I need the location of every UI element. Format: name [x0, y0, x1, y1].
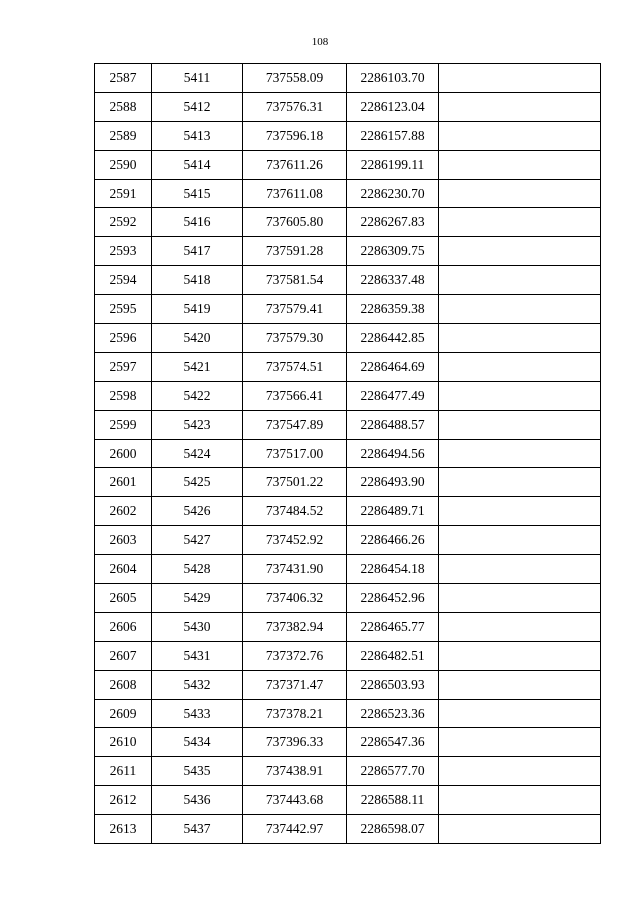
point-number-cell: 2603 — [95, 526, 152, 555]
table-row — [95, 64, 601, 93]
note-cell — [439, 64, 601, 93]
table-row — [95, 641, 601, 670]
y-coordinate-cell: 2286157.88 — [347, 121, 439, 150]
y-coordinate-cell: 2286489.71 — [347, 497, 439, 526]
note-cell — [439, 410, 601, 439]
point-number-cell: 2592 — [95, 208, 152, 237]
table-row — [95, 468, 601, 497]
table-row — [95, 786, 601, 815]
code-cell: 5419 — [152, 295, 243, 324]
x-coordinate-cell: 737558.09 — [243, 64, 347, 93]
code-cell: 5427 — [152, 526, 243, 555]
x-coordinate-cell: 737576.31 — [243, 92, 347, 121]
point-number-cell: 2594 — [95, 266, 152, 295]
table-row — [95, 699, 601, 728]
y-coordinate-cell: 2286494.56 — [347, 439, 439, 468]
y-coordinate-cell: 2286488.57 — [347, 410, 439, 439]
note-cell — [439, 439, 601, 468]
x-coordinate-cell: 737371.47 — [243, 670, 347, 699]
note-cell — [439, 497, 601, 526]
table-body — [95, 64, 601, 844]
x-coordinate-cell: 737452.92 — [243, 526, 347, 555]
y-coordinate-cell: 2286477.49 — [347, 381, 439, 410]
x-coordinate-cell: 737378.21 — [243, 699, 347, 728]
table-row — [95, 324, 601, 353]
y-coordinate-cell: 2286442.85 — [347, 324, 439, 353]
table-row — [95, 612, 601, 641]
code-cell: 5436 — [152, 786, 243, 815]
code-cell: 5412 — [152, 92, 243, 121]
point-number-cell: 2609 — [95, 699, 152, 728]
y-coordinate-cell: 2286523.36 — [347, 699, 439, 728]
note-cell — [439, 150, 601, 179]
note-cell — [439, 555, 601, 584]
x-coordinate-cell: 737579.41 — [243, 295, 347, 324]
code-cell: 5421 — [152, 352, 243, 381]
table-row — [95, 179, 601, 208]
code-cell: 5433 — [152, 699, 243, 728]
note-cell — [439, 295, 601, 324]
point-number-cell: 2607 — [95, 641, 152, 670]
code-cell: 5432 — [152, 670, 243, 699]
y-coordinate-cell: 2286465.77 — [347, 612, 439, 641]
table-row — [95, 295, 601, 324]
x-coordinate-cell: 737501.22 — [243, 468, 347, 497]
x-coordinate-cell: 737406.32 — [243, 584, 347, 613]
x-coordinate-cell: 737605.80 — [243, 208, 347, 237]
note-cell — [439, 324, 601, 353]
table-row — [95, 526, 601, 555]
y-coordinate-cell: 2286452.96 — [347, 584, 439, 613]
point-number-cell: 2602 — [95, 497, 152, 526]
x-coordinate-cell: 737372.76 — [243, 641, 347, 670]
point-number-cell: 2613 — [95, 815, 152, 844]
table-row — [95, 208, 601, 237]
table-row — [95, 150, 601, 179]
note-cell — [439, 641, 601, 670]
point-number-cell: 2593 — [95, 237, 152, 266]
code-cell: 5428 — [152, 555, 243, 584]
note-cell — [439, 266, 601, 295]
table-row — [95, 815, 601, 844]
x-coordinate-cell: 737484.52 — [243, 497, 347, 526]
point-number-cell: 2612 — [95, 786, 152, 815]
note-cell — [439, 468, 601, 497]
code-cell: 5417 — [152, 237, 243, 266]
x-coordinate-cell: 737591.28 — [243, 237, 347, 266]
y-coordinate-cell: 2286454.18 — [347, 555, 439, 584]
x-coordinate-cell: 737574.51 — [243, 352, 347, 381]
y-coordinate-cell: 2286309.75 — [347, 237, 439, 266]
x-coordinate-cell: 737442.97 — [243, 815, 347, 844]
code-cell: 5426 — [152, 497, 243, 526]
y-coordinate-cell: 2286337.48 — [347, 266, 439, 295]
y-coordinate-cell: 2286230.70 — [347, 179, 439, 208]
y-coordinate-cell: 2286199.11 — [347, 150, 439, 179]
y-coordinate-cell: 2286466.26 — [347, 526, 439, 555]
point-number-cell: 2588 — [95, 92, 152, 121]
table-row — [95, 728, 601, 757]
x-coordinate-cell: 737611.08 — [243, 179, 347, 208]
code-cell: 5415 — [152, 179, 243, 208]
point-number-cell: 2591 — [95, 179, 152, 208]
note-cell — [439, 786, 601, 815]
point-number-cell: 2608 — [95, 670, 152, 699]
table-row — [95, 757, 601, 786]
note-cell — [439, 92, 601, 121]
table-row — [95, 352, 601, 381]
point-number-cell: 2589 — [95, 121, 152, 150]
point-number-cell: 2606 — [95, 612, 152, 641]
table-row — [95, 439, 601, 468]
code-cell: 5411 — [152, 64, 243, 93]
point-number-cell: 2600 — [95, 439, 152, 468]
table-row — [95, 237, 601, 266]
code-cell: 5429 — [152, 584, 243, 613]
note-cell — [439, 352, 601, 381]
point-number-cell: 2590 — [95, 150, 152, 179]
x-coordinate-cell: 737382.94 — [243, 612, 347, 641]
note-cell — [439, 381, 601, 410]
y-coordinate-cell: 2286588.11 — [347, 786, 439, 815]
code-cell: 5416 — [152, 208, 243, 237]
note-cell — [439, 121, 601, 150]
x-coordinate-cell: 737579.30 — [243, 324, 347, 353]
code-cell: 5425 — [152, 468, 243, 497]
y-coordinate-cell: 2286577.70 — [347, 757, 439, 786]
code-cell: 5414 — [152, 150, 243, 179]
code-cell: 5424 — [152, 439, 243, 468]
note-cell — [439, 584, 601, 613]
point-number-cell: 2604 — [95, 555, 152, 584]
x-coordinate-cell: 737438.91 — [243, 757, 347, 786]
x-coordinate-cell: 737396.33 — [243, 728, 347, 757]
table-row — [95, 92, 601, 121]
x-coordinate-cell: 737596.18 — [243, 121, 347, 150]
point-number-cell: 2598 — [95, 381, 152, 410]
code-cell: 5423 — [152, 410, 243, 439]
code-cell: 5435 — [152, 757, 243, 786]
table-row — [95, 266, 601, 295]
point-number-cell: 2596 — [95, 324, 152, 353]
coordinates-table — [94, 63, 601, 844]
y-coordinate-cell: 2286598.07 — [347, 815, 439, 844]
point-number-cell: 2605 — [95, 584, 152, 613]
code-cell: 5431 — [152, 641, 243, 670]
table-row — [95, 555, 601, 584]
code-cell: 5434 — [152, 728, 243, 757]
note-cell — [439, 670, 601, 699]
note-cell — [439, 208, 601, 237]
code-cell: 5418 — [152, 266, 243, 295]
point-number-cell: 2597 — [95, 352, 152, 381]
table-row — [95, 121, 601, 150]
y-coordinate-cell: 2286503.93 — [347, 670, 439, 699]
x-coordinate-cell: 737443.68 — [243, 786, 347, 815]
table-row — [95, 410, 601, 439]
point-number-cell: 2611 — [95, 757, 152, 786]
point-number-cell: 2601 — [95, 468, 152, 497]
code-cell: 5430 — [152, 612, 243, 641]
note-cell — [439, 757, 601, 786]
point-number-cell: 2595 — [95, 295, 152, 324]
table-row — [95, 497, 601, 526]
x-coordinate-cell: 737581.54 — [243, 266, 347, 295]
note-cell — [439, 526, 601, 555]
note-cell — [439, 612, 601, 641]
note-cell — [439, 815, 601, 844]
point-number-cell: 2587 — [95, 64, 152, 93]
y-coordinate-cell: 2286547.36 — [347, 728, 439, 757]
y-coordinate-cell: 2286464.69 — [347, 352, 439, 381]
note-cell — [439, 179, 601, 208]
table-row — [95, 381, 601, 410]
y-coordinate-cell: 2286123.04 — [347, 92, 439, 121]
code-cell: 5413 — [152, 121, 243, 150]
x-coordinate-cell: 737566.41 — [243, 381, 347, 410]
y-coordinate-cell: 2286493.90 — [347, 468, 439, 497]
code-cell: 5422 — [152, 381, 243, 410]
code-cell: 5420 — [152, 324, 243, 353]
note-cell — [439, 728, 601, 757]
table-row — [95, 584, 601, 613]
x-coordinate-cell: 737431.90 — [243, 555, 347, 584]
y-coordinate-cell: 2286267.83 — [347, 208, 439, 237]
y-coordinate-cell: 2286103.70 — [347, 64, 439, 93]
y-coordinate-cell: 2286359.38 — [347, 295, 439, 324]
x-coordinate-cell: 737547.89 — [243, 410, 347, 439]
x-coordinate-cell: 737517.00 — [243, 439, 347, 468]
code-cell: 5437 — [152, 815, 243, 844]
y-coordinate-cell: 2286482.51 — [347, 641, 439, 670]
point-number-cell: 2599 — [95, 410, 152, 439]
point-number-cell: 2610 — [95, 728, 152, 757]
page-number: 108 — [311, 36, 329, 48]
note-cell — [439, 237, 601, 266]
note-cell — [439, 699, 601, 728]
table-row — [95, 670, 601, 699]
x-coordinate-cell: 737611.26 — [243, 150, 347, 179]
